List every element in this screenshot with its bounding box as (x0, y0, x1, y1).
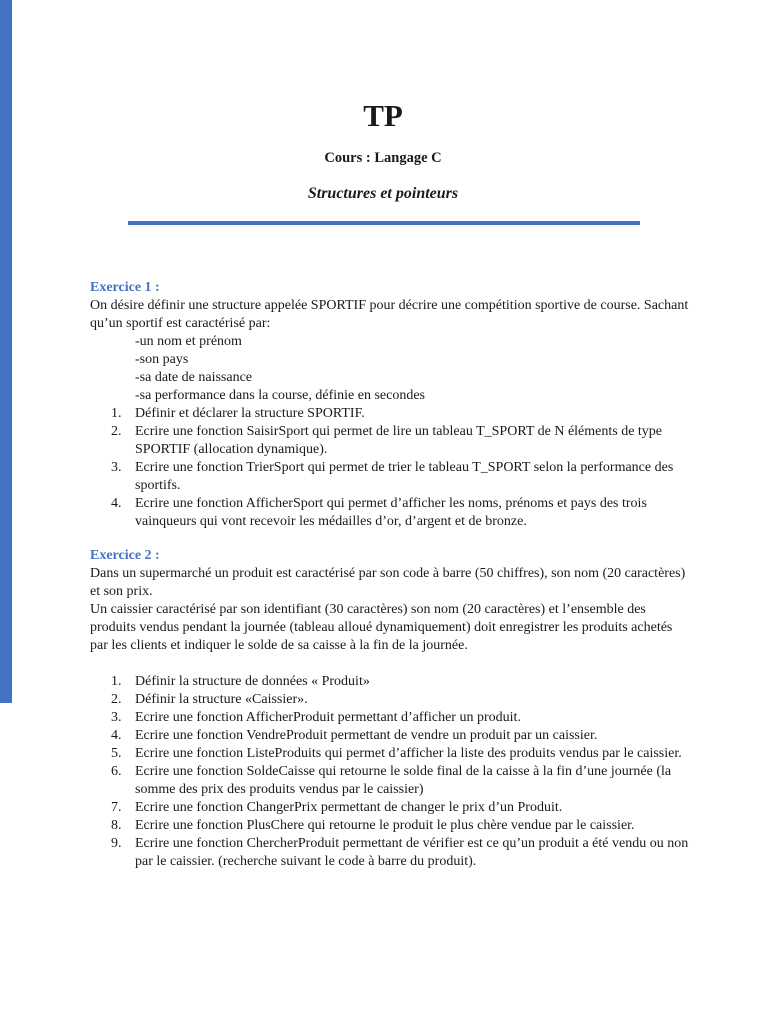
item-text: Ecrire une fonction ChangerPrix permettant de changer le prix d’un Produit. (135, 800, 563, 815)
item-number: 4. (111, 496, 122, 511)
list-item (90, 691, 690, 709)
item-text: Ecrire une fonction TrierSport qui permet de trier le tableau T_SPORT selon la performance des sportifs. (135, 460, 674, 493)
page-title: TP (363, 98, 403, 133)
exercise-2 (90, 547, 690, 871)
list-item (90, 763, 690, 799)
exercise-2-heading: Exercice 2 : (90, 548, 160, 563)
item-text: Ecrire une fonction PlusChere qui retourne le produit le plus chère vendue par le caissier. (135, 818, 635, 833)
course-name: Cours : Langage C (324, 150, 442, 166)
item-text: Ecrire une fonction ChercherProduit permettant de vérifier est ce qu’un produit a été vendu ou non par le caissier. (recherche suivant le code à barre du produit). (135, 836, 689, 869)
item-number: 3. (111, 460, 122, 475)
item-number: 5. (111, 746, 122, 761)
item-text: Ecrire une fonction SaisirSport qui permet de lire un tableau T_SPORT de N éléments de type SPORTIF (allocation dynamique). (135, 424, 663, 457)
exercise-1-intro: On désire définir une structure appelée SPORTIF pour décrire une compétition sportive de course. Sachant qu’un sportif est caractérisé par: (90, 298, 689, 331)
left-accent-bar (0, 0, 12, 703)
list-item: -sa date de naissance (135, 370, 252, 385)
list-item (90, 727, 690, 745)
item-text: Ecrire une fonction VendreProduit permettant de vendre un produit par un caissier. (135, 728, 598, 743)
item-text: Ecrire une fonction ListeProduits qui permet d’afficher la liste des produits vendus par le caissier. (135, 746, 682, 761)
item-number: 1. (111, 674, 122, 689)
list-item (90, 709, 690, 727)
list-item (90, 745, 690, 763)
spacer (90, 655, 690, 673)
exercise-1-heading: Exercice 1 : (90, 280, 160, 295)
page-subtitle: Structures et pointeurs (307, 185, 459, 202)
item-text: Ecrire une fonction AfficherProduit permettant d’afficher un produit. (135, 710, 521, 725)
list-item (90, 423, 690, 459)
list-item (90, 459, 690, 495)
list-item (90, 405, 690, 423)
list-item: -sa performance dans la course, définie en secondes (135, 388, 425, 403)
item-number: 4. (111, 728, 122, 743)
list-item (90, 835, 690, 871)
item-text: Ecrire une fonction AfficherSport qui permet d’afficher les noms, prénoms et pays des trois vainqueurs qui vont recevoir les médailles d’or, d’argent et de bronze. (135, 496, 647, 529)
item-number: 2. (111, 692, 122, 707)
list-item: -un nom et prénom (135, 334, 242, 349)
item-number: 9. (111, 836, 122, 851)
list-item (90, 495, 690, 531)
item-number: 3. (111, 710, 122, 725)
item-number: 2. (111, 424, 122, 439)
item-number: 7. (111, 800, 122, 815)
exercise-2-tasks (90, 673, 690, 871)
sportif-attributes (90, 333, 690, 405)
exercise-2-intro-cashier: Un caissier caractérisé par son identifiant (30 caractères) son nom (20 caractères) et l’ensemble des produits vendus pendant la journée (tableau alloué dynamiquement) doit enregistrer les produits achetés par les clients et indiquer le solde de sa caisse à la fin de la journée. (90, 602, 673, 653)
list-item: -son pays (135, 352, 189, 367)
exercise-1-tasks (90, 405, 690, 531)
title-divider (128, 221, 640, 225)
item-text: Définir la structure «Caissier». (135, 692, 308, 707)
item-number: 1. (111, 406, 122, 421)
exercise-2-intro-product: Dans un supermarché un produit est caractérisé par son code à barre (50 chiffres), son nom (20 caractères) et son prix. (90, 566, 686, 599)
item-number: 8. (111, 818, 122, 833)
item-text: Définir et déclarer la structure SPORTIF. (135, 406, 365, 421)
exercise-1 (90, 279, 690, 531)
item-text: Définir la structure de données « Produit» (135, 674, 370, 689)
list-item (90, 817, 690, 835)
item-number: 6. (111, 764, 122, 779)
list-item (90, 673, 690, 691)
item-text: Ecrire une fonction SoldeCaisse qui retourne le solde final de la caisse à la fin d’une journée (la somme des prix des produits vendus par le caissier) (135, 764, 672, 797)
list-item (90, 799, 690, 817)
